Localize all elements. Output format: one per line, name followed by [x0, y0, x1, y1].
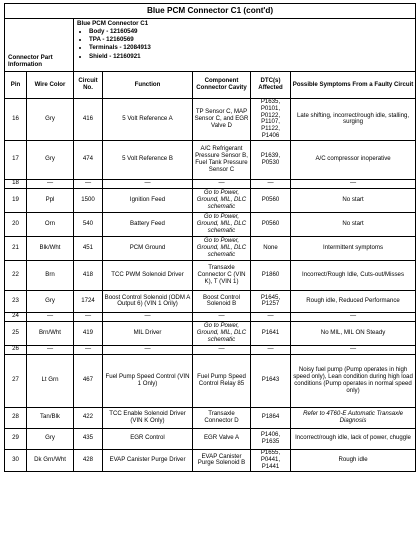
cell-function: — — [103, 312, 193, 321]
cell-component: — — [193, 179, 251, 188]
cell-symptoms: Rough idle — [291, 449, 416, 471]
cell-symptoms: No start — [291, 212, 416, 236]
cell-symptoms: Refer to 4T60-E Automatic Transaxle Diagnosis — [291, 407, 416, 428]
table-row — [5, 407, 416, 428]
cell-pin: 23 — [5, 290, 27, 312]
cell-component: Fuel Pump Speed Control Relay 85 — [193, 354, 251, 407]
cell-component: — — [193, 345, 251, 354]
table-row — [5, 260, 416, 290]
connector-part-info — [74, 19, 416, 72]
cell-circuit-no: 474 — [74, 140, 103, 179]
cell-dtcs: P0560 — [251, 188, 291, 212]
table-row — [5, 290, 416, 312]
cell-circuit-no: 1500 — [74, 188, 103, 212]
cell-circuit-no: 418 — [74, 260, 103, 290]
col-header-circuit-no: Circuit No. — [74, 72, 103, 99]
cell-pin: 20 — [5, 212, 27, 236]
connector-part-list — [77, 29, 412, 60]
cell-dtcs: — — [251, 345, 291, 354]
table-row — [5, 236, 416, 260]
cell-symptoms: Rough idle, Reduced Performance — [291, 290, 416, 312]
col-header-symptoms: Possible Symptoms From a Faulty Circuit — [291, 72, 416, 99]
cell-circuit-no: 416 — [74, 99, 103, 141]
table-row — [5, 188, 416, 212]
cell-circuit-no: 467 — [74, 354, 103, 407]
cell-wire-color: Gry — [27, 99, 74, 141]
cell-pin: 19 — [5, 188, 27, 212]
cell-component: EGR Valve A — [193, 428, 251, 449]
cell-circuit-no: 422 — [74, 407, 103, 428]
connector-heading: Blue PCM Connector C1 — [77, 20, 149, 27]
cell-function: TCC Enable Solenoid Driver (VIN K Only) — [103, 407, 193, 428]
cell-circuit-no: — — [74, 179, 103, 188]
cell-pin: 18 — [5, 179, 27, 188]
cell-pin: 24 — [5, 312, 27, 321]
cell-function: — — [103, 179, 193, 188]
cell-circuit-no: 428 — [74, 449, 103, 471]
cell-pin: 26 — [5, 345, 27, 354]
cell-component: — — [193, 312, 251, 321]
part-item: • Body - 12160549 — [89, 29, 412, 36]
cell-function: Fuel Pump Speed Control (VIN 1 Only) — [103, 354, 193, 407]
cell-circuit-no: 435 — [74, 428, 103, 449]
cell-pin: 25 — [5, 321, 27, 345]
cell-wire-color: Lt Grn — [27, 354, 74, 407]
cell-pin: 27 — [5, 354, 27, 407]
part-item: • Shield - 12160921 — [89, 54, 412, 61]
cell-function: Battery Feed — [103, 212, 193, 236]
cell-symptoms: — — [291, 345, 416, 354]
cell-dtcs: P1655, P0441, P1441 — [251, 449, 291, 471]
table-row — [5, 179, 416, 188]
cell-wire-color: Brn — [27, 260, 74, 290]
table-row — [5, 212, 416, 236]
cell-circuit-no: — — [74, 345, 103, 354]
pinout-body — [5, 99, 416, 472]
cell-wire-color: Gry — [27, 290, 74, 312]
cell-symptoms: — — [291, 312, 416, 321]
cell-component: Go to Power, Ground, MIL, DLC schematic — [193, 321, 251, 345]
cell-pin: 16 — [5, 99, 27, 141]
connector-table-page — [4, 3, 415, 472]
cell-function: Boost Control Solenoid (ODM A Output 6) (VIN 1 Only) — [103, 290, 193, 312]
cell-wire-color: — — [27, 312, 74, 321]
table-row — [5, 312, 416, 321]
cell-dtcs: — — [251, 179, 291, 188]
cell-component: Boost Control Solenoid B — [193, 290, 251, 312]
cell-component: A/C Refrigerant Pressure Sensor B, Fuel Tank Pressure Sensor C — [193, 140, 251, 179]
part-item: • Terminals - 12084913 — [89, 45, 412, 52]
cell-symptoms: Intermittent symptoms — [291, 236, 416, 260]
cell-symptoms: No MIL, MIL ON Steady — [291, 321, 416, 345]
cell-symptoms: Incorrect/rough idle, lack of power, chuggle — [291, 428, 416, 449]
cell-pin: 17 — [5, 140, 27, 179]
cell-pin: 28 — [5, 407, 27, 428]
cell-wire-color: Ppl — [27, 188, 74, 212]
cell-pin: 21 — [5, 236, 27, 260]
table-row — [5, 345, 416, 354]
cell-symptoms: Late shifting, incorrect/rough idle, stalling, surging — [291, 99, 416, 141]
col-header-pin: Pin — [5, 72, 27, 99]
cell-wire-color: Gry — [27, 140, 74, 179]
cell-symptoms: — — [291, 179, 416, 188]
table-row — [5, 449, 416, 471]
cell-wire-color: Dk Grn/Wht — [27, 449, 74, 471]
cell-symptoms: Incorrect/Rough Idle, Cuts-out/Misses — [291, 260, 416, 290]
cell-component: EVAP Canister Purge Solenoid B — [193, 449, 251, 471]
cell-dtcs: P1406, P1635 — [251, 428, 291, 449]
cell-symptoms: No start — [291, 188, 416, 212]
cell-wire-color: Orn — [27, 212, 74, 236]
cell-circuit-no: 451 — [74, 236, 103, 260]
cell-dtcs: P1860 — [251, 260, 291, 290]
cell-component: Go to Power, Ground, MIL, DLC schematic — [193, 236, 251, 260]
col-header-wire-color: Wire Color — [27, 72, 74, 99]
cell-wire-color: Brn/Wht — [27, 321, 74, 345]
cell-pin: 22 — [5, 260, 27, 290]
table-row — [5, 140, 416, 179]
cell-wire-color: — — [27, 179, 74, 188]
table-row — [5, 99, 416, 141]
cell-component: Go to Power, Ground, MIL, DLC schematic — [193, 212, 251, 236]
cell-component: TP Sensor C, MAP Sensor C, and EGR Valve D — [193, 99, 251, 141]
table-row — [5, 354, 416, 407]
cell-dtcs: — — [251, 312, 291, 321]
cell-circuit-no: 1724 — [74, 290, 103, 312]
cell-component: Transaxle Connector D — [193, 407, 251, 428]
header-row — [5, 72, 416, 99]
cell-circuit-no: — — [74, 312, 103, 321]
cell-component: Transaxle Connector C (VIN K), T (VIN 1) — [193, 260, 251, 290]
cell-wire-color: — — [27, 345, 74, 354]
cell-function: MIL Driver — [103, 321, 193, 345]
col-header-component: Component Connector Cavity — [193, 72, 251, 99]
part-item: • TPA - 12160569 — [89, 37, 412, 44]
pinout-table — [4, 3, 416, 472]
cell-function: 5 Volt Reference A — [103, 99, 193, 141]
cell-function: TCC PWM Solenoid Driver — [103, 260, 193, 290]
cell-dtcs: P0560 — [251, 212, 291, 236]
cell-pin: 30 — [5, 449, 27, 471]
cell-dtcs: P1639, P0530 — [251, 140, 291, 179]
col-header-dtcs: DTC(s) Affected — [251, 72, 291, 99]
table-row — [5, 428, 416, 449]
cell-dtcs: P1645, P1257 — [251, 290, 291, 312]
cell-function: — — [103, 345, 193, 354]
cell-wire-color: Gry — [27, 428, 74, 449]
cell-component: Go to Power, Ground, MIL, DLC schematic — [193, 188, 251, 212]
cell-wire-color: Tan/Blk — [27, 407, 74, 428]
cell-pin: 29 — [5, 428, 27, 449]
cell-function: 5 Volt Reference B — [103, 140, 193, 179]
cell-wire-color: Blk/Wht — [27, 236, 74, 260]
col-header-function: Function — [103, 72, 193, 99]
table-title: Blue PCM Connector C1 (cont'd) — [5, 4, 416, 19]
cell-dtcs: P1635, P0101, P0122, P1107, P1122, P1406 — [251, 99, 291, 141]
cell-function: PCM Ground — [103, 236, 193, 260]
cell-symptoms: A/C compressor inoperative — [291, 140, 416, 179]
cell-circuit-no: 540 — [74, 212, 103, 236]
cell-dtcs: P1641 — [251, 321, 291, 345]
cell-dtcs: P1643 — [251, 354, 291, 407]
cell-function: EGR Control — [103, 428, 193, 449]
cell-circuit-no: 419 — [74, 321, 103, 345]
connector-part-info-label: Connector Part Information — [5, 19, 74, 72]
cell-function: Ignition Feed — [103, 188, 193, 212]
cell-symptoms: Noisy fuel pump (Pump operates in high speed only), Lean condition during high load conditions (Pump operates in normal speed only) — [291, 354, 416, 407]
cell-dtcs: P1864 — [251, 407, 291, 428]
cell-dtcs: None — [251, 236, 291, 260]
cell-function: EVAP Canister Purge Driver — [103, 449, 193, 471]
table-row — [5, 321, 416, 345]
